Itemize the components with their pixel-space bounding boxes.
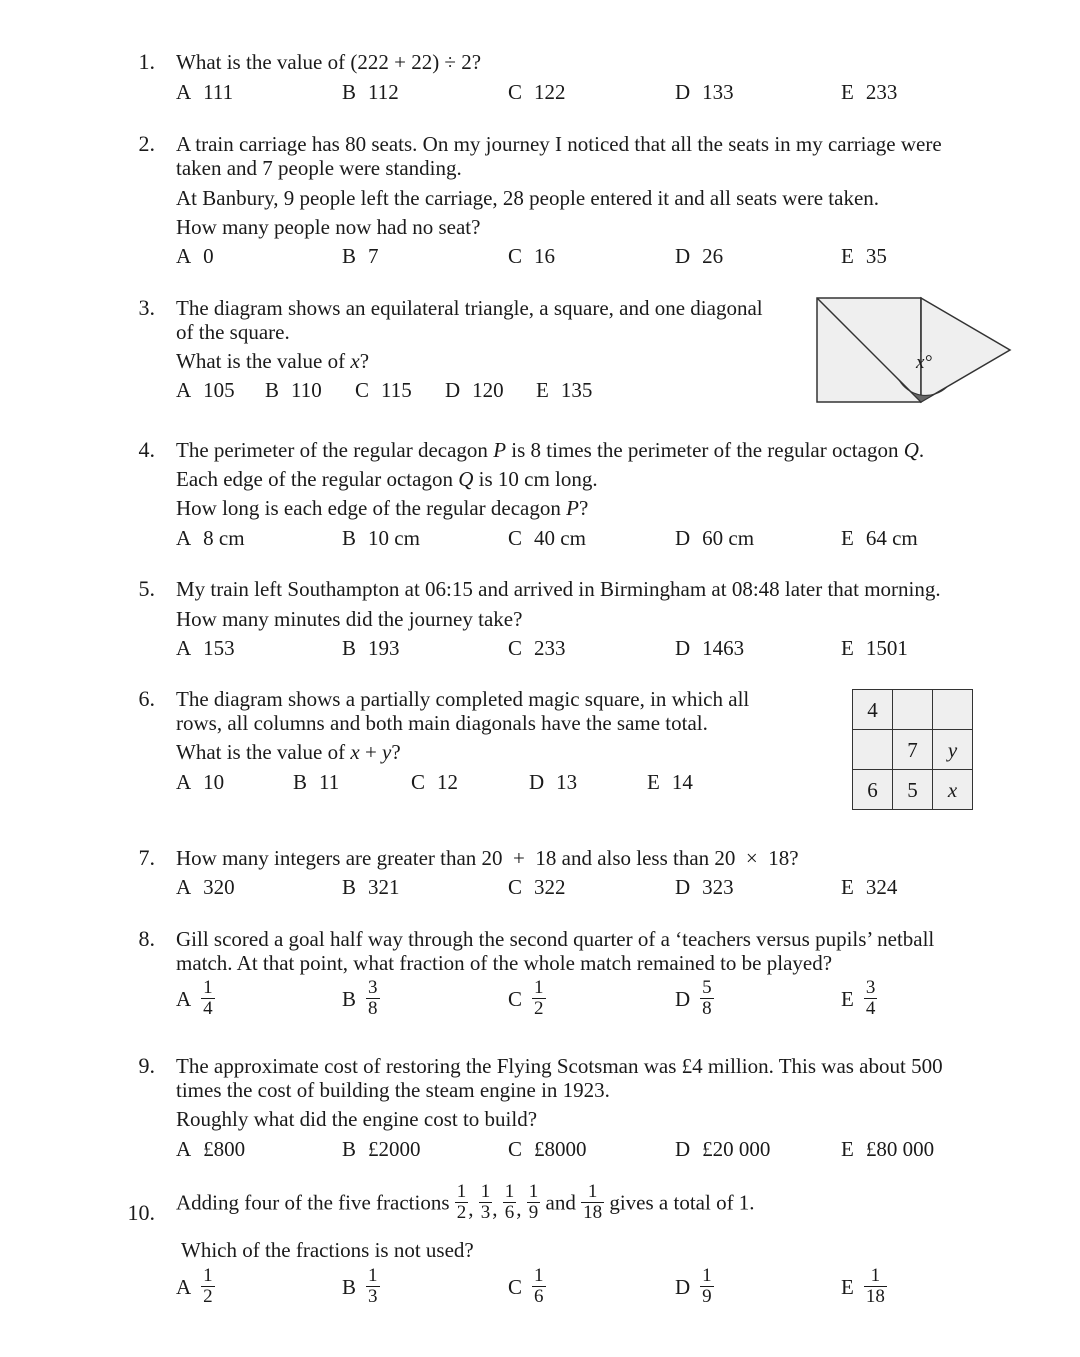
question-number: 9. <box>138 1053 155 1078</box>
option-b[interactable]: B 7 <box>342 244 379 268</box>
question-number: 7. <box>138 845 155 870</box>
question-line: How many people now had no seat? <box>176 215 481 239</box>
option-d[interactable]: D 60 cm <box>675 526 755 550</box>
grid-cell: x <box>933 770 973 810</box>
option-b[interactable]: B £2000 <box>342 1137 421 1161</box>
option-d[interactable]: D 133 <box>675 80 734 104</box>
option-a[interactable]: A 320 <box>176 875 235 899</box>
angle-label: x° <box>916 352 933 373</box>
option-e[interactable]: E $\frac{1}{18}$ <box>841 1265 885 1307</box>
fraction: $\frac{1}{9}$ <box>702 1265 712 1307</box>
fraction: $\frac{1}{18}$ <box>583 1181 603 1223</box>
square-triangle-diagram <box>810 292 1020 412</box>
fraction: $\frac{1}{3}$ <box>368 1265 378 1307</box>
option-a[interactable]: A 8 cm <box>176 526 245 550</box>
fraction: $\frac{1}{2}$ <box>456 1181 467 1223</box>
option-e[interactable]: E $\frac{3}{4}$ <box>841 977 876 1019</box>
fraction: $\frac{1}{18}$ <box>865 1265 885 1307</box>
fraction: $\frac{5}{8}$ <box>702 977 712 1019</box>
question-line: At Banbury, 9 people left the carriage, 28 people entered it and all seats were taken. <box>176 186 880 210</box>
grid-cell: 6 <box>853 770 893 810</box>
option-d[interactable]: D $\frac{1}{9}$ <box>675 1265 712 1307</box>
question-text: How many integers are greater than 20 + 18 and also less than 20 × 18? <box>176 846 799 870</box>
question-number: 8. <box>138 926 155 951</box>
option-d[interactable]: D £20 000 <box>675 1137 771 1161</box>
option-c[interactable]: C 40 cm <box>508 526 586 550</box>
question-line: Which of the fractions is not used? <box>181 1238 474 1262</box>
question-line: The diagram shows an equilateral triangle, a square, and one diagonal <box>176 296 763 320</box>
option-e[interactable]: E 1501 <box>841 636 908 660</box>
question-number: 4. <box>138 437 155 462</box>
grid-cell: 5 <box>893 770 933 810</box>
question-line: Adding four of the five fractions $\frac{1}{2}$ , $\frac{1}{3}$ , $\frac{1}{6}$ , $\frac{1}{9}$ and $\frac{1}{18}$ gives a total of 1. <box>176 1181 755 1223</box>
grid-cell: 7 <box>893 730 933 770</box>
option-c[interactable]: C $\frac{1}{2}$ <box>508 977 544 1019</box>
question-line: taken and 7 people were standing. <box>176 156 462 180</box>
option-e[interactable]: E 324 <box>841 875 898 899</box>
question-line: Roughly what did the engine cost to build? <box>176 1107 538 1131</box>
question-number: 5. <box>138 576 155 601</box>
option-e[interactable]: E 14 <box>647 770 693 794</box>
option-c[interactable]: C 16 <box>508 244 556 268</box>
question-line: My train left Southampton at 06:15 and arrived in Birmingham at 08:48 later that morning. <box>176 577 941 601</box>
question-line: A train carriage has 80 seats. On my journey I noticed that all the seats in my carriage were <box>176 132 942 156</box>
option-c[interactable]: C £8000 <box>508 1137 587 1161</box>
option-d[interactable]: D 323 <box>675 875 734 899</box>
option-d[interactable]: D 26 <box>675 244 724 268</box>
question-number: 3. <box>138 295 155 320</box>
option-b[interactable]: B 193 <box>342 636 400 660</box>
fraction: $\frac{3}{4}$ <box>865 977 876 1019</box>
fraction: $\frac{1}{6}$ <box>534 1265 544 1307</box>
option-e[interactable]: E 135 <box>536 378 593 402</box>
grid-cell: 4 <box>853 690 893 730</box>
option-b[interactable]: B 11 <box>293 770 340 794</box>
option-e[interactable]: E 233 <box>841 80 898 104</box>
question-number: 6. <box>138 686 155 711</box>
option-e[interactable]: E 64 cm <box>841 526 918 550</box>
option-a[interactable]: A 111 <box>176 80 234 104</box>
grid-cell: y <box>933 730 973 770</box>
question-line: times the cost of building the steam engine in 1923. <box>176 1078 610 1102</box>
option-c[interactable]: C $\frac{1}{6}$ <box>508 1265 544 1307</box>
question-line: Each edge of the regular octagon Q is 10 cm long. <box>176 467 598 491</box>
grid-cell <box>893 690 933 730</box>
question-line: of the square. <box>176 320 290 344</box>
option-b[interactable]: B $\frac{3}{8}$ <box>342 977 378 1019</box>
question-number: 10. <box>127 1200 155 1225</box>
fraction: $\frac{1}{9}$ <box>528 1181 539 1223</box>
question-text: What is the value of (222 + 22) ÷ 2? <box>176 50 482 74</box>
question-line: Gill scored a goal half way through the second quarter of a ‘teachers versus pupils’ netball <box>176 927 935 951</box>
question-line: match. At that point, what fraction of the whole match remained to be played? <box>176 951 833 975</box>
grid-cell <box>853 730 893 770</box>
option-d[interactable]: D 13 <box>529 770 578 794</box>
option-e[interactable]: E £80 000 <box>841 1137 935 1161</box>
question-line: What is the value of x + y? <box>176 740 401 764</box>
question-number: 1. <box>138 49 155 74</box>
option-c[interactable]: C 12 <box>411 770 459 794</box>
option-c[interactable]: C 233 <box>508 636 566 660</box>
option-a[interactable]: A $\frac{1}{2}$ <box>176 1265 213 1307</box>
option-b[interactable]: B 10 cm <box>342 526 420 550</box>
option-e[interactable]: E 35 <box>841 244 887 268</box>
option-b[interactable]: B $\frac{1}{3}$ <box>342 1265 378 1307</box>
option-a[interactable]: A 153 <box>176 636 235 660</box>
option-b[interactable]: B 321 <box>342 875 400 899</box>
option-b[interactable]: B 110 <box>265 378 322 402</box>
option-a[interactable]: A £800 <box>176 1137 246 1161</box>
option-c[interactable]: C 122 <box>508 80 566 104</box>
fraction: $\frac{1}{4}$ <box>203 977 213 1019</box>
question-line: The approximate cost of restoring the Flying Scotsman was £4 million. This was about 500 <box>176 1054 943 1078</box>
option-a[interactable]: A 10 <box>176 770 225 794</box>
question-line: What is the value of x? <box>176 349 370 373</box>
option-c[interactable]: C 322 <box>508 875 566 899</box>
question-line: How many minutes did the journey take? <box>176 607 523 631</box>
question-line: The diagram shows a partially completed magic square, in which all <box>176 687 750 711</box>
fraction: $\frac{1}{2}$ <box>203 1265 213 1307</box>
fraction: $\frac{1}{3}$ <box>480 1181 491 1223</box>
question-line: The perimeter of the regular decagon P is 8 times the perimeter of the regular octagon Q. <box>176 438 925 462</box>
question-number: 2. <box>138 131 155 156</box>
option-a[interactable]: A 0 <box>176 244 214 268</box>
magic-square-grid <box>852 689 973 810</box>
fraction: $\frac{3}{8}$ <box>368 977 378 1019</box>
option-b[interactable]: B 112 <box>342 80 399 104</box>
option-d[interactable]: D $\frac{5}{8}$ <box>675 977 712 1019</box>
fraction: $\frac{1}{2}$ <box>534 977 544 1019</box>
grid-cell <box>933 690 973 730</box>
option-a[interactable]: A $\frac{1}{4}$ <box>176 977 213 1019</box>
option-d[interactable]: D 1463 <box>675 636 745 660</box>
fraction: $\frac{1}{6}$ <box>504 1181 515 1223</box>
option-d[interactable]: D 120 <box>445 378 504 402</box>
option-c[interactable]: C 115 <box>355 378 412 402</box>
option-a[interactable]: A 105 <box>176 378 235 402</box>
question-line: rows, all columns and both main diagonals have the same total. <box>176 711 708 735</box>
question-line: How long is each edge of the regular decagon P? <box>176 496 589 520</box>
